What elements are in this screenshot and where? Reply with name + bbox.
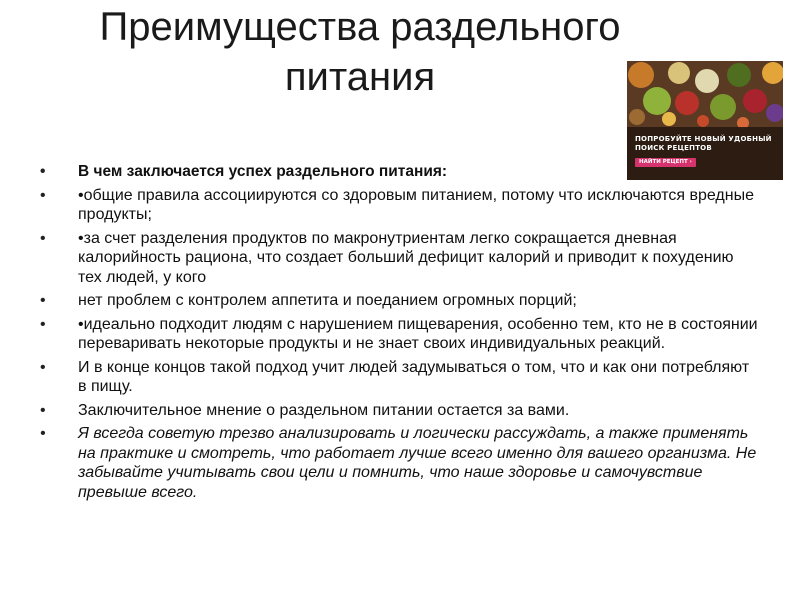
- bullet-icon: •: [40, 186, 46, 204]
- title-line-2: питания: [284, 55, 436, 99]
- list-item: [40, 229, 760, 288]
- ad-text-line-2: ПОИСК РЕЦЕПТОВ: [635, 144, 712, 152]
- bullet-text: Заключительное мнение о раздельном питании остается за вами.: [78, 401, 570, 419]
- bullet-text: Я всегда советую трезво анализировать и логически рассуждать, а также применять на практике и смотреть, что работает лучше всего именно для вашего организма. Не забывайте учитывать свои цели и помнить, что наше здоровье и самочувствие превыше всего.: [78, 425, 757, 501]
- bullet-icon: •: [40, 229, 46, 247]
- slide-title: [60, 2, 660, 102]
- bullet-text: •идеально подходит людям с нарушением пищеварения, особенно тем, кто не в состоянии переваривать некоторые продукты и не знает своих индивидуальных реакций.: [78, 315, 758, 352]
- bullet-icon: •: [40, 358, 46, 376]
- bullet-text: В чем заключается успех раздельного питания:: [78, 163, 448, 180]
- bullet-icon: •: [40, 163, 46, 180]
- list-item: [40, 315, 760, 354]
- ad-headline: [635, 135, 775, 153]
- bullet-text: •за счет разделения продуктов по макронутриентам легко сокращается дневная калорийность рациона, что создает больший дефицит калорий и приводит к похудению тех людей, у кого: [78, 229, 734, 286]
- bullet-icon: •: [40, 315, 46, 333]
- list-item: [40, 291, 760, 311]
- bullet-list: [40, 162, 760, 506]
- bullet-icon: •: [40, 425, 46, 442]
- list-item: [40, 401, 760, 421]
- list-item: [40, 358, 760, 397]
- bullet-text: нет проблем с контролем аппетита и поеданием огромных порций;: [78, 292, 577, 309]
- bullet-text: И в конце концов такой подход учит людей задумываться о том, что и как они потребляют в пищу.: [78, 358, 750, 395]
- bullet-icon: •: [40, 292, 46, 309]
- ad-text-line-1: ПОПРОБУЙТЕ НОВЫЙ УДОБНЫЙ: [635, 135, 772, 143]
- bullet-icon: •: [40, 401, 46, 419]
- bullet-text: •общие правила ассоциируются со здоровым питанием, потому что исключаются вредные продукты;: [78, 186, 754, 223]
- title-line-1: Преимущества раздельного: [99, 5, 621, 49]
- list-item: [40, 162, 760, 182]
- find-recipe-button[interactable]: НАЙТИ РЕЦЕПТ ›: [635, 158, 696, 167]
- list-item: [40, 424, 760, 502]
- list-item: [40, 186, 760, 225]
